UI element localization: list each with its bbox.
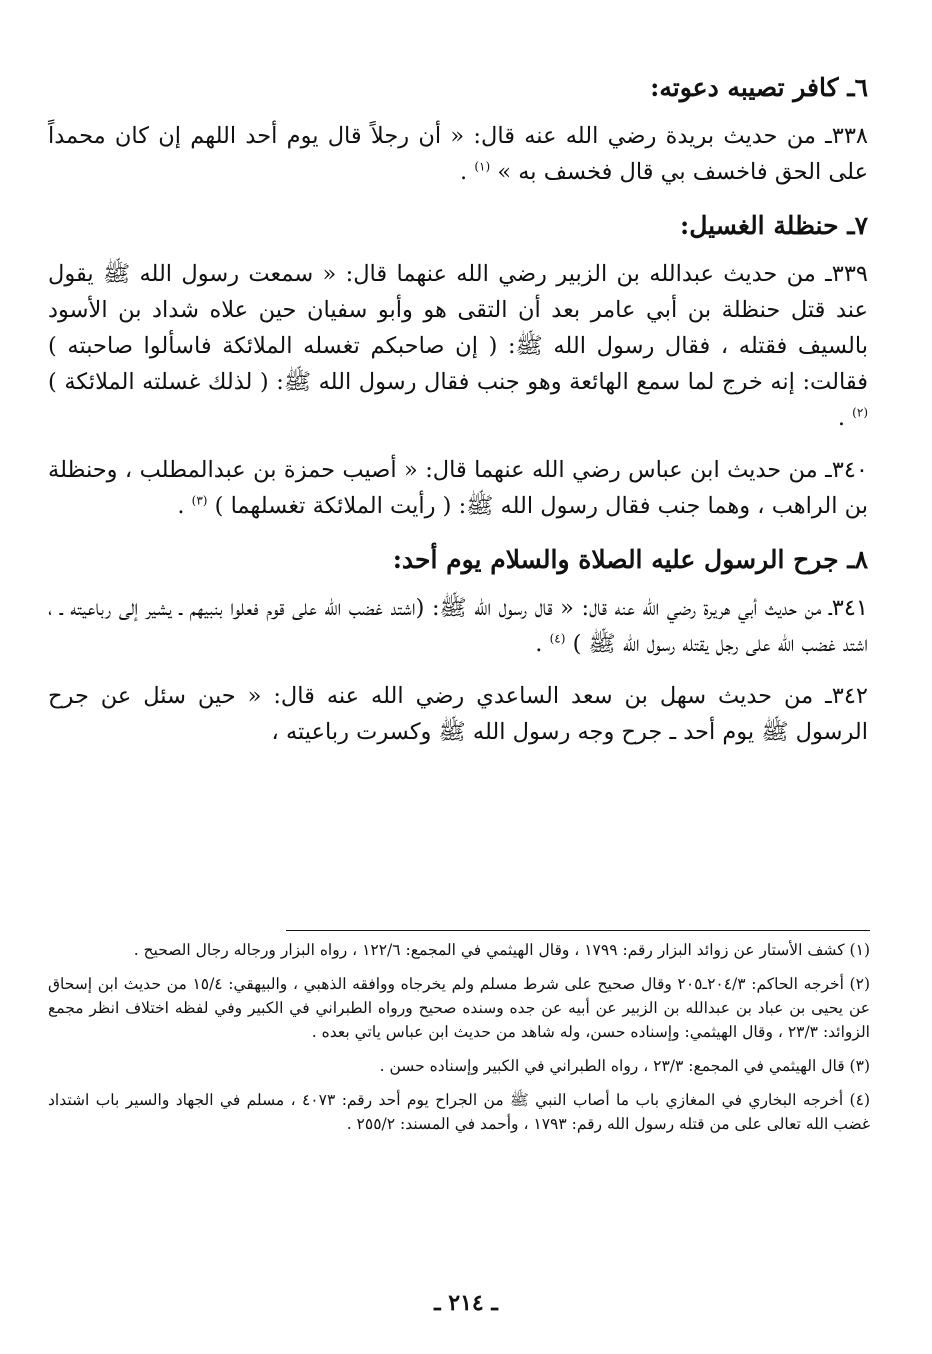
hadith-end: . bbox=[535, 631, 550, 657]
hadith-text: ٣٤٢ـ من حديث سهل بن سعد الساعدي رضي الله عنه قال: « حين سئل عن جرح الرسول ﷺ يوم أحد ـ جرح وجه رسول الله ﷺ وكسرت رباعيته ، bbox=[48, 683, 868, 745]
section-heading-7: ٧ـ حنظلة الغسيل: bbox=[680, 211, 868, 240]
hadith-342 bbox=[48, 678, 868, 750]
hadith-text: ٣٤٠ـ من حديث ابن عباس رضي الله عنهما قال: « أصيب حمزة بن عبدالمطلب ، وحنظلة بن الراهب ، وهما جنب فقال رسول الله ﷺ: ( رأيت الملائكة تغسلهما ) bbox=[48, 457, 868, 519]
footnote-1: (١) كشف الأستار عن زوائد البزار رقم: ١٧٩٩ ، وقال الهيثمي في المجمع: ١٢٢/٦ ، رواه البزار ورجاله رجال الصحيح . bbox=[133, 941, 870, 959]
footnote-4: (٤) أخرجه البخاري في المغازي باب ما أصاب النبي ﷺ من الجراح يوم أحد رقم: ٤٠٧٣ ، مسلم في الجهاد والسير باب اشتداد غضب الله تعالى على من قتله رسول الله رقم: ١٧٩٣ ، وأحمد في المسند: ٢٥٥/٢ . bbox=[48, 1091, 870, 1133]
hadith-end: . bbox=[837, 405, 853, 431]
hadith-339 bbox=[48, 256, 868, 436]
footnote-ref-4[interactable]: (٤) bbox=[549, 631, 566, 646]
footnote-divider bbox=[286, 930, 870, 931]
hadith-341 bbox=[48, 590, 868, 662]
hadith-end: . bbox=[177, 493, 192, 519]
hadith-text: ٣٣٨ـ من حديث بريدة رضي الله عنه قال: « أن رجلاً قال يوم أحد اللهم إن كان محمداً على الحق فاخسف بي قال فخسف به » bbox=[48, 123, 868, 185]
footnote-ref-2[interactable]: (٢) bbox=[852, 405, 868, 420]
main-text bbox=[48, 68, 868, 766]
hadith-text: ٣٣٩ـ من حديث عبدالله بن الزبير رضي الله عنهما قال: « سمعت رسول الله ﷺ يقول عند قتل حنظلة بن أبي عامر بعد أن التقى هو وأبو سفيان حين علاه شداد بن الأسود بالسيف فقتله ، فقال رسول الله ﷺ: ( إن صاحبكم تغسله الملائكة فاسألوا صاحبته ) فقالت: إنه خرج لما سمع الهائعة وهو جنب فقال رسول الله ﷺ: ( لذلك غسلته الملائكة ) bbox=[48, 261, 868, 395]
footnotes bbox=[48, 938, 870, 1146]
footnote-ref-1[interactable]: (١) bbox=[474, 159, 491, 174]
footnote-ref-3[interactable]: (٣) bbox=[191, 493, 208, 508]
hadith-end: . bbox=[460, 159, 475, 185]
section-heading-8: ٨ـ جرح الرسول عليه الصلاة والسلام يوم أحد: bbox=[392, 545, 868, 574]
hadith-338 bbox=[48, 118, 868, 190]
footnote-3: (٣) قال الهيثمي في المجمع: ٢٣/٣ ، رواه الطبراني في الكبير وإسناده حسن . bbox=[379, 1057, 870, 1075]
hadith-text: ٣٤١ـ من حديث أبي هريرة رضي الله عنه قال: « قال رسول الله ﷺ: (اشتد غضب الله على قوم فعلوا بنبيهم ـ يشير إلى رباعيته ـ ، اشتد غضب الله على رجل يقتله رسول الله ﷺ ) bbox=[48, 595, 868, 657]
hadith-340 bbox=[48, 452, 868, 524]
footnote-2: (٢) أخرجه الحاكم: ٢٠٤/٣ـ٢٠٥ وقال صحيح على شرط مسلم ولم يخرجاه ووافقه الذهبي ، والبيهقي: ١٥/٤ من حديث ابن إسحاق عن يحيى بن عباد بن عبدالله بن الزبير عن أبيه عن جده وسنده صحيح ورواه الطبراني في الكبير وفي لفظه اختلاف انظر مجمع الزوائد: ٢٣/٣ ، وقال الهيثمي: وإسناده حسن، وله شاهد من حديث ابن عباس ياتي بعده . bbox=[48, 975, 870, 1041]
page-number: ـ ٢١٤ ـ bbox=[434, 1290, 498, 1316]
section-heading-6: ٦ـ كافر تصيبه دعوته: bbox=[650, 73, 868, 102]
